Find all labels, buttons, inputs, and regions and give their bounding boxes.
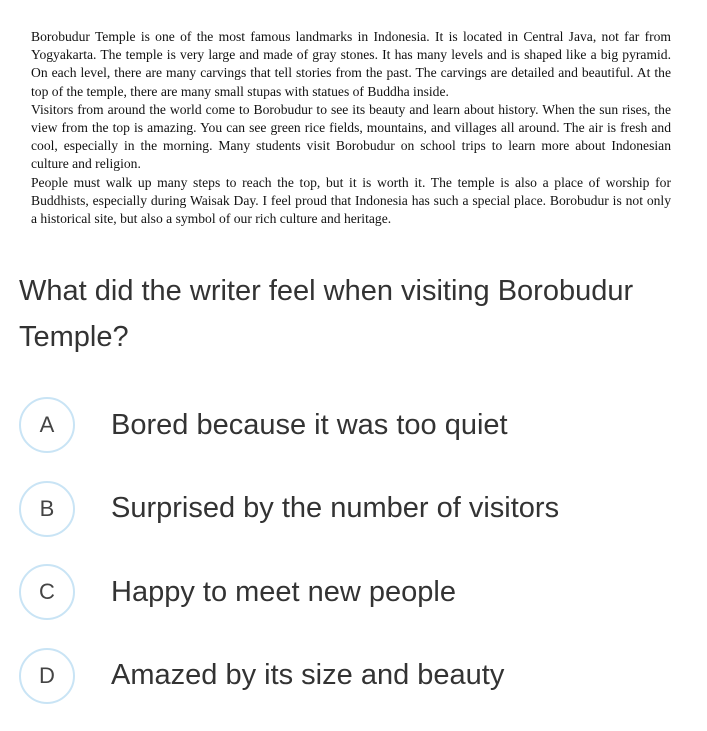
reading-passage <box>31 28 671 228</box>
option-b-letter: B <box>19 481 75 537</box>
option-c-text: Happy to meet new people <box>111 575 456 608</box>
option-a-letter: A <box>19 397 75 453</box>
question-text: What did the writer feel when visiting Borobudur Temple? <box>19 275 634 353</box>
option-c[interactable] <box>19 564 699 620</box>
option-d[interactable] <box>19 648 699 704</box>
answer-options <box>19 397 699 731</box>
option-b-text: Surprised by the number of visitors <box>111 492 560 524</box>
option-d-text: Amazed by its size and beauty <box>111 659 505 691</box>
passage-paragraph-2: Visitors from around the world come to Borobudur to see its beauty and learn about history. When the sun rises, the view from the top is amazing. You can see green rice fields, mountains, and villages all around. The air is fresh and cool, especially in the morning. Many students visit Borobudur on school trips to learn more about Indonesian culture and religion. <box>31 101 671 172</box>
option-d-letter: D <box>19 648 75 704</box>
option-a-text: Bored because it was too quiet <box>111 408 508 441</box>
passage-paragraph-1: Borobudur Temple is one of the most famous landmarks in Indonesia. It is located in Central Java, not far from Yogyakarta. The temple is very large and made of gray stones. It has many levels and is shaped like a big pyramid. On each level, there are many carvings that tell stories from the past. The carvings are detailed and beautiful. At the top of the temple, there are many small stupas with statues of Buddha inside. <box>31 29 671 99</box>
passage-paragraph-3: People must walk up many steps to reach the top, but it is worth it. The temple is also a place of worship for Buddhists, especially during Waisak Day. I feel proud that Indonesia has such a special place. Borobudur is not only a historical site, but also a symbol of our rich culture and heritage. <box>31 174 671 227</box>
option-c-letter: C <box>19 564 75 620</box>
option-a[interactable] <box>19 397 699 453</box>
option-b[interactable] <box>19 481 699 537</box>
